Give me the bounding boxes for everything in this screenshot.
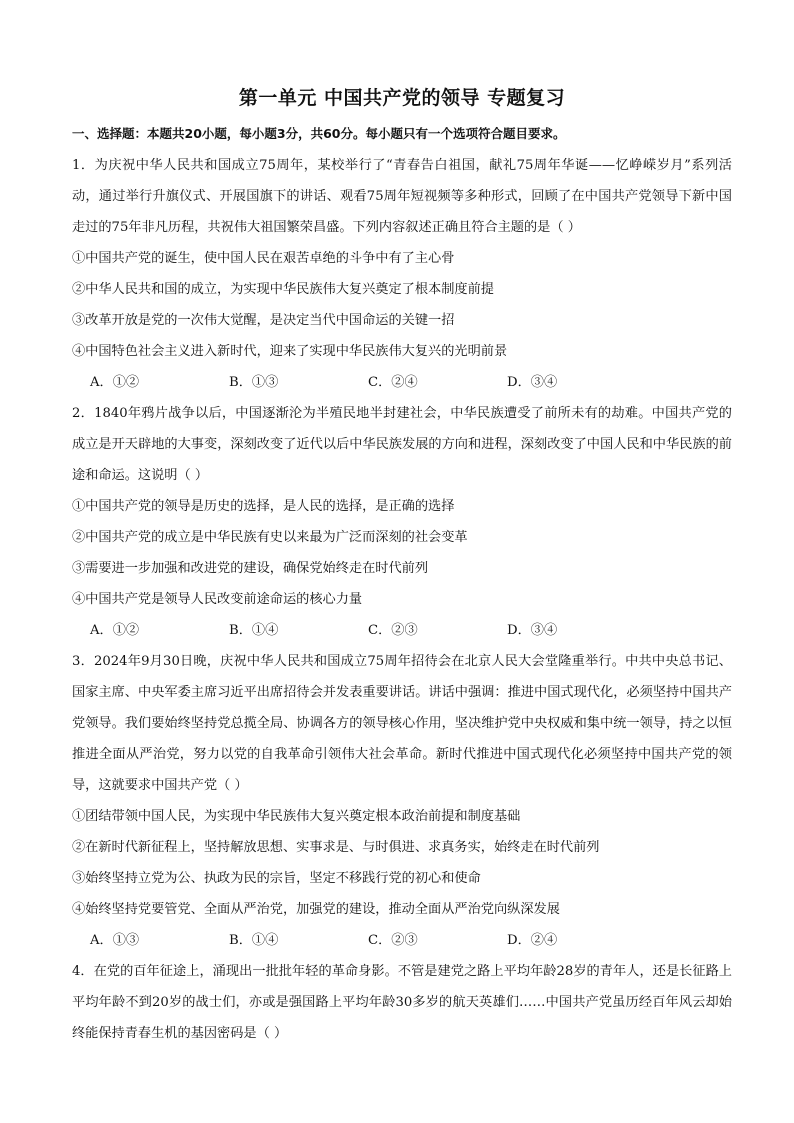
choice-a: A．①③ (90, 933, 140, 948)
choice-c: C．②③ (368, 623, 418, 638)
answer-choices (72, 367, 732, 398)
choice-b: B．①④ (229, 623, 279, 638)
question-stem: 3．2024年9月30日晚，庆祝中华人民共和国成立75周年招待会在北京人民大会堂隆重举行。中共中央总书记、国家主席、中央军委主席习近平出席招待会并发表重要讲话。讲话中强调：推进中国式现代化，必须坚持中国共产党领导。我们要始终坚持党总揽全局、协调各方的领导核心作用，坚决维护党中央权威和集中统一领导，持之以恒推进全面从严治党，努力以党的自我革命引领伟大社会革命。新时代推进中国式现代化必须坚持中国共产党的领导，这就要求中国共产党（ ） (72, 654, 732, 793)
statement-option: ③需要进一步加强和改进党的建设，确保党始终走在时代前列 (72, 561, 429, 576)
question-2 (72, 398, 732, 646)
statement-option: ①中国共产党的领导是历史的选择，是人民的选择，是正确的选择 (72, 499, 455, 514)
statement-option: ①团结带领中国人民，为实现中华民族伟大复兴奠定根本政治前提和制度基础 (72, 809, 521, 824)
choice-d: D．③④ (507, 623, 558, 638)
page-title: 第一单元 中国共产党的领导 专题复习 (238, 87, 566, 109)
choice-d: D．③④ (507, 375, 558, 390)
question-stem: 1．为庆祝中华人民共和国成立75周年，某校举行了“青春告白祖国，献礼75周年华诞——忆峥嵘岁月”系列活动，通过举行升旗仪式、开展国旗下的讲话、观看75周年短视频等多种形式，回顾了在中国共产党领导下新中国走过的75年非凡历程，共祝伟大祖国繁荣昌盛。下列内容叙述正确且符合主题的是（ ） (72, 158, 732, 235)
choice-a: A．①② (90, 623, 140, 638)
choice-b: B．①④ (229, 933, 279, 948)
statement-option: ④中国共产党是领导人民改变前途命运的核心力量 (72, 592, 363, 607)
choice-b: B．①③ (229, 375, 279, 390)
answer-choices (72, 925, 732, 956)
statement-option: ③改革开放是党的一次伟大觉醒，是决定当代中国命运的关键一招 (72, 313, 455, 328)
section-header: 一、选择题：本题共20小题，每小题3分，共60分。每小题只有一个选项符合题目要求。 (72, 126, 566, 141)
choice-d: D．②④ (507, 933, 558, 948)
statement-option: ②中华人民共和国的成立，为实现中华民族伟大复兴奠定了根本制度前提 (72, 282, 494, 297)
choice-c: C．②④ (368, 375, 418, 390)
question-1 (72, 150, 732, 398)
statement-option: ④中国特色社会主义进入新时代，迎来了实现中华民族伟大复兴的光明前景 (72, 344, 508, 359)
question-stem: 4．在党的百年征途上，涌现出一批批年轻的革命身影。不管是建党之路上平均年龄28岁的青年人，还是长征路上平均年龄不到20岁的战士们，亦或是强国路上平均年龄30多岁的航天英雄们……中国共产党虽历经百年风云却始终能保持青春生机的基因密码是（ ） (72, 964, 732, 1041)
statement-option: ③始终坚持立党为公、执政为民的宗旨，坚定不移践行党的初心和使命 (72, 871, 481, 886)
statement-option: ②中国共产党的成立是中华民族有史以来最为广泛而深刻的社会变革 (72, 530, 468, 545)
choice-c: C．②③ (368, 933, 418, 948)
question-stem: 2．1840年鸦片战争以后，中国逐渐沦为半殖民地半封建社会，中华民族遭受了前所未有的劫难。中国共产党的成立是开天辟地的大事变，深刻改变了近代以后中华民族发展的方向和进程，深刻改变了中国人民和中华民族的前途和命运。这说明（ ） (72, 406, 732, 483)
statement-option: ①中国共产党的诞生，使中国人民在艰苦卓绝的斗争中有了主心骨 (72, 251, 455, 266)
answer-choices (72, 615, 732, 646)
question-3 (72, 646, 732, 956)
question-4 (72, 956, 732, 1049)
statement-option: ②在新时代新征程上，坚持解放思想、实事求是、与时俱进、求真务实，始终走在时代前列 (72, 840, 600, 855)
statement-option: ④始终坚持党要管党、全面从严治党，加强党的建设，推动全面从严治党向纵深发展 (72, 902, 560, 917)
choice-a: A．①② (90, 375, 140, 390)
